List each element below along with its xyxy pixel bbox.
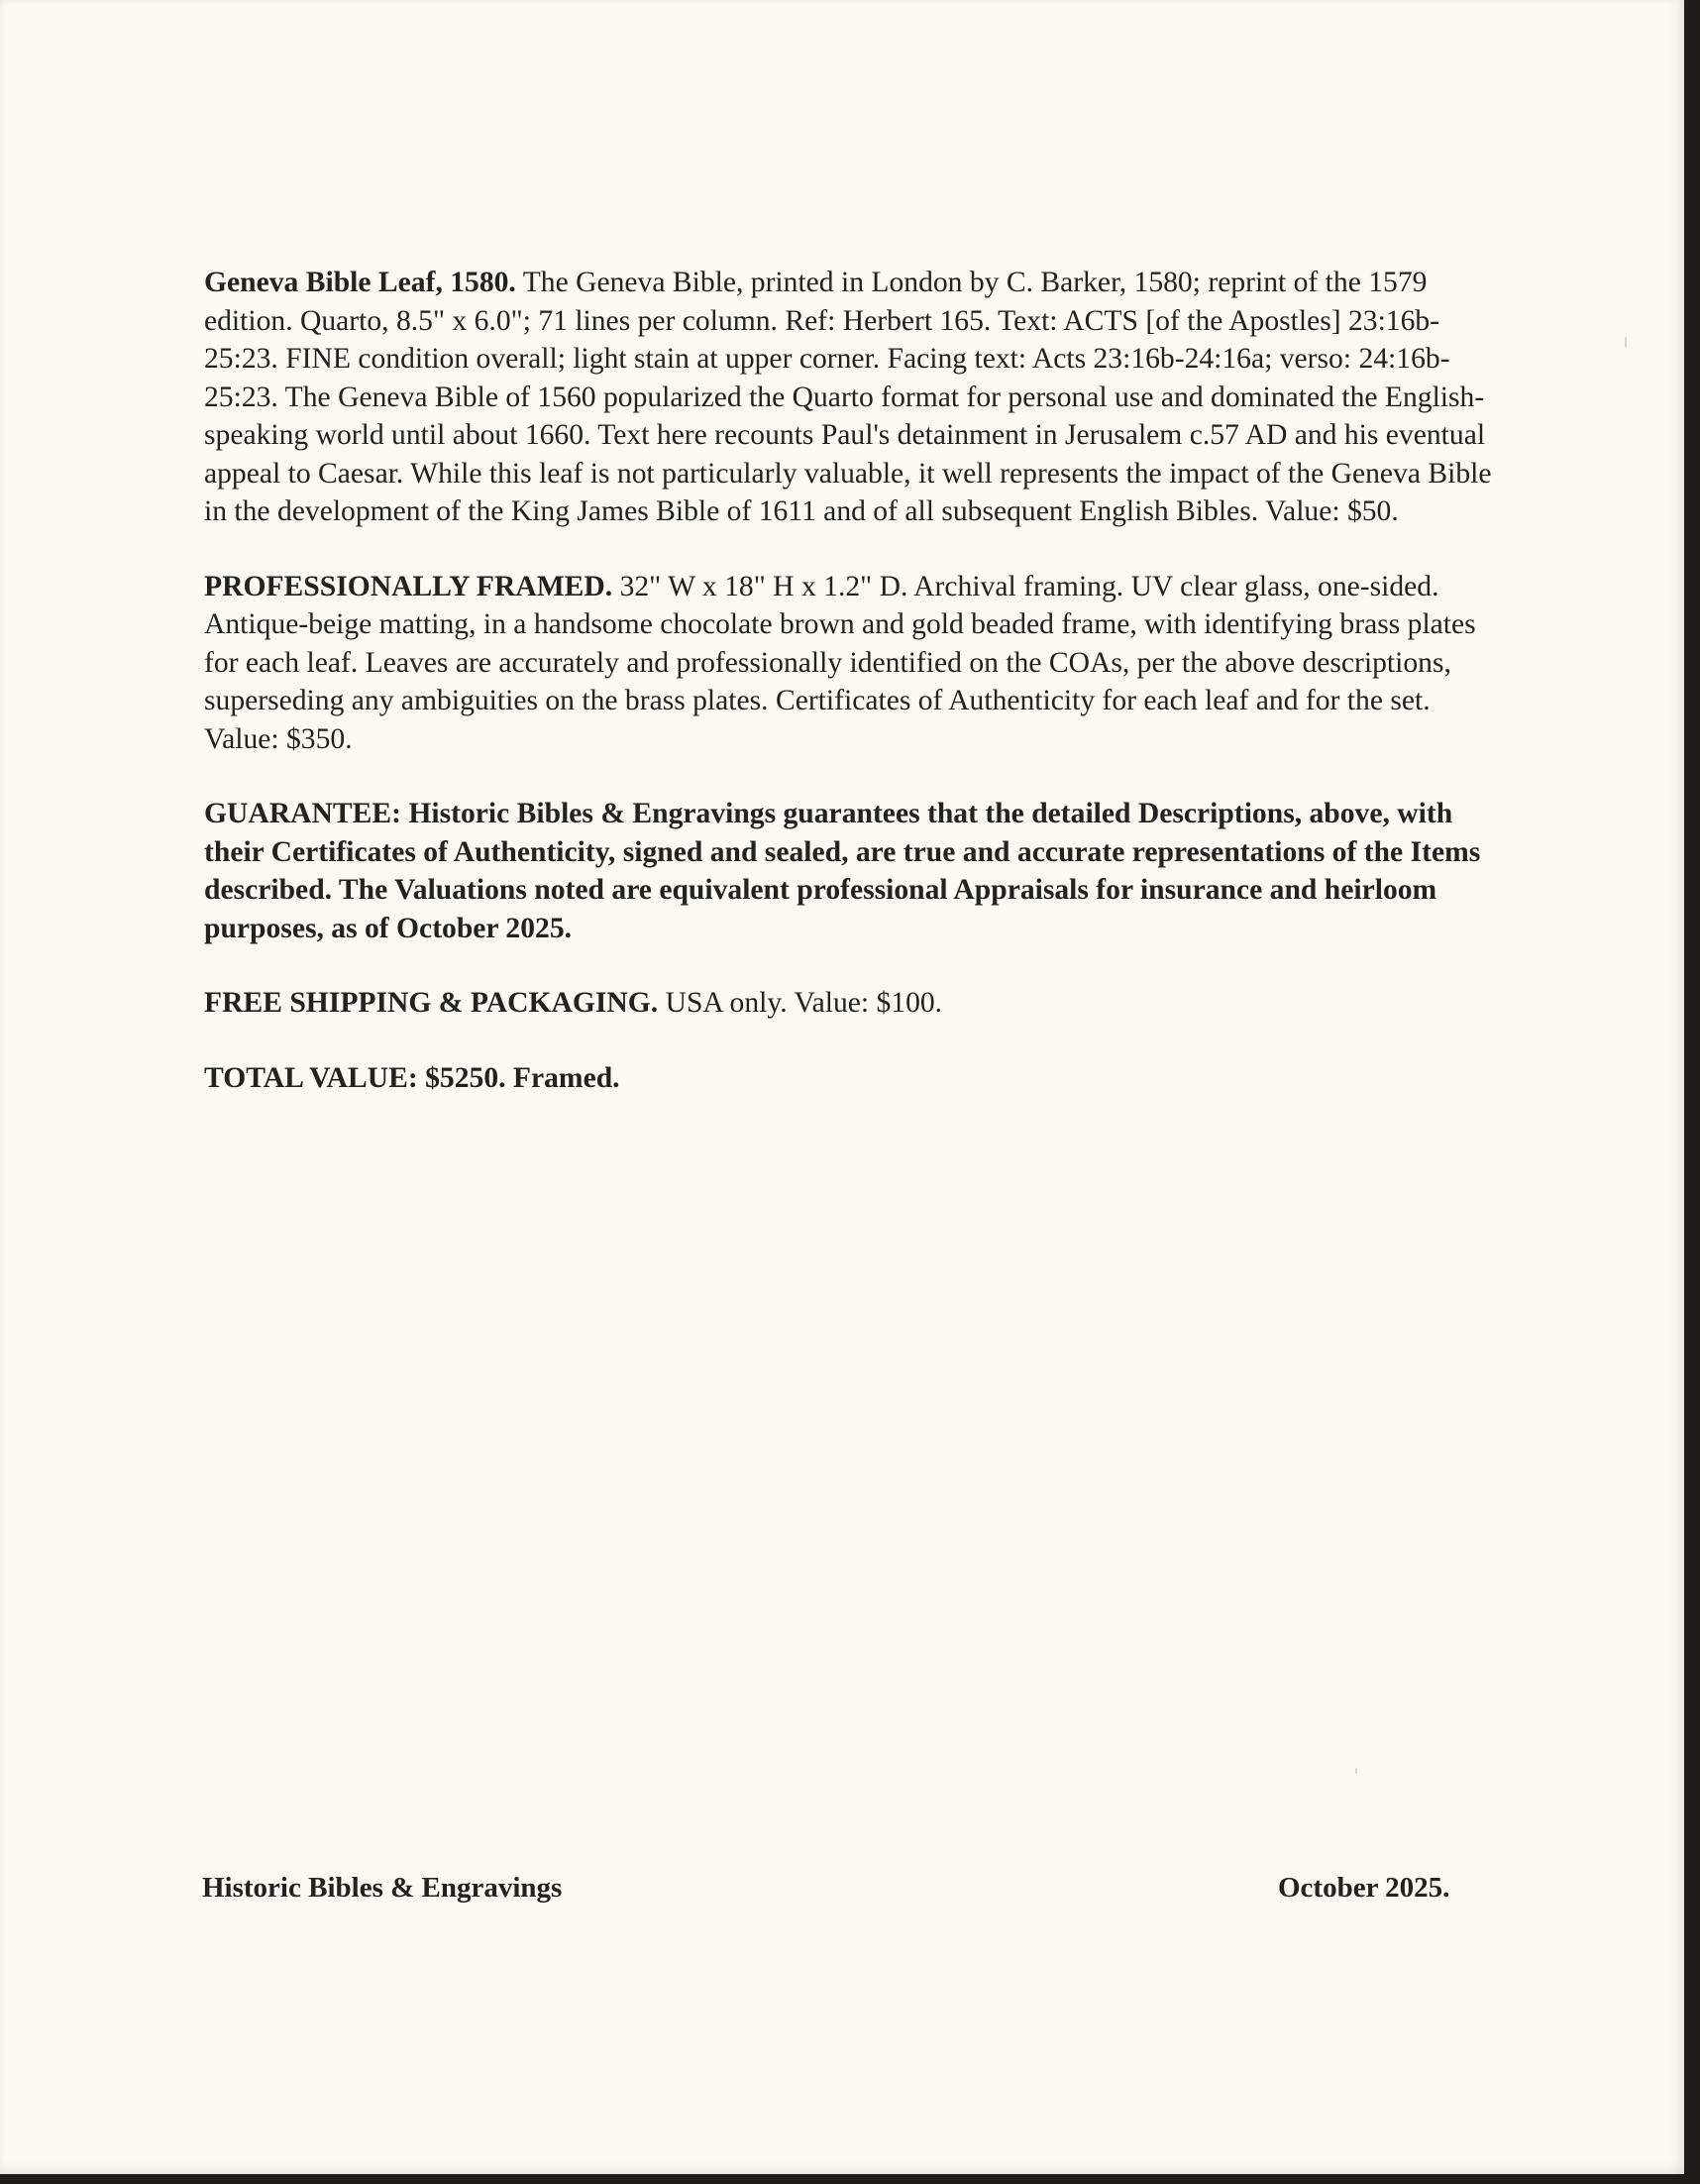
shipping-line xyxy=(204,984,1492,1023)
paper-speck xyxy=(1625,337,1627,347)
guarantee-statement: GUARANTEE: Historic Bibles & Engravings guarantees that the detailed Descriptions, above, with their Certificates of Authenticity, signed and sealed, are true and accurate representations of the Items described. The Valuations noted are equivalent professional Appraisals for insurance and heirloom purposes, as of October 2025. xyxy=(204,798,1481,944)
leaf-text: The Geneva Bible, printed in London by C. Barker, 1580; reprint of the 1579 edition. Quarto, 8.5" x 6.0"; 71 lines per column. Ref: Herbert 165. Text: ACTS [of the Apostles] 23:16b-25:23. FINE condition overall; light stain at upper corner. Facing text: Acts 23:16b-24:16a; verso: 24:16b-25:23. The Geneva Bible of 1560 popularized the Quarto format for personal use and dominated the English-speaking world until about 1660. Text here recounts Paul's detainment in Jerusalem c.57 AD and his eventual appeal to Caesar. While this leaf is not particularly valuable, it well represents the impact of the Geneva Bible in the development of the King James Bible of 1611 and of all subsequent English Bibles. Value: $50. xyxy=(204,267,1492,527)
framing-description xyxy=(204,568,1492,759)
shipping-text: USA only. Value: $100. xyxy=(658,987,943,1019)
document-body xyxy=(204,264,1492,1134)
total-value: TOTAL VALUE: $5250. Framed. xyxy=(204,1061,620,1094)
leaf-description xyxy=(204,264,1492,531)
footer-date: October 2025. xyxy=(1278,1872,1450,1904)
framing-text: 32" W x 18" H x 1.2" D. Archival framing. UV clear glass, one-sided. Antique-beige matting, in a handsome chocolate brown and gold beaded frame, with identifying brass plates for each leaf. Leaves are accurately and professionally identified on the COAs, per the above descriptions, superseding any ambiguities on the brass plates. Certificates of Authenticity for each leaf and for the set. Value: $350. xyxy=(204,570,1476,755)
framing-title: PROFESSIONALLY FRAMED. xyxy=(204,570,613,602)
leaf-title: Geneva Bible Leaf, 1580. xyxy=(204,267,516,298)
paper-speck xyxy=(1355,1768,1357,1774)
shipping-title: FREE SHIPPING & PACKAGING. xyxy=(204,987,659,1019)
footer-company: Historic Bibles & Engravings xyxy=(202,1872,563,1904)
